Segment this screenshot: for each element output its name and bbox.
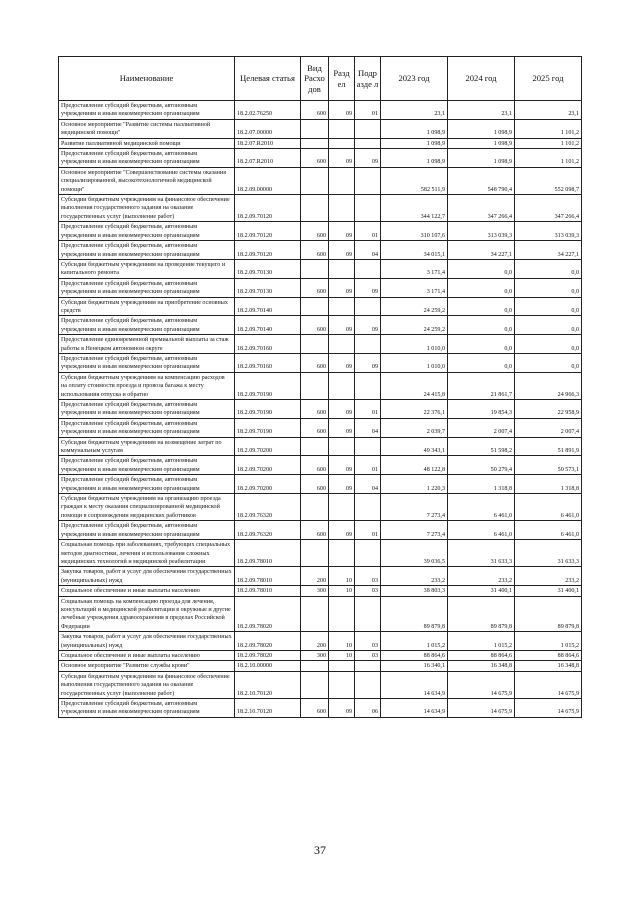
table-row	[59, 259, 582, 278]
row-amount-2024: 1 015,2	[448, 632, 515, 651]
row-expense-type	[301, 596, 329, 632]
row-name: Субсидии бюджетным учреждениям на организацию проезда граждан к месту оказания специализированной медицинской помощи в сопровождении медицинских работников	[59, 494, 235, 521]
row-amount-2025: 50 573,1	[515, 456, 582, 475]
row-amount-2023: 24 259,2	[381, 297, 448, 316]
row-amount-2025: 23,1	[515, 101, 582, 120]
row-section	[329, 437, 355, 456]
row-target: 18.2.09.70190	[235, 400, 301, 419]
row-target: 18.2.09.70140	[235, 297, 301, 316]
row-section: 09	[329, 456, 355, 475]
row-section: 09	[329, 241, 355, 260]
row-amount-2025: 552 098,7	[515, 167, 582, 194]
row-target: 18.2.09.76320	[235, 521, 301, 540]
row-section: 09	[329, 101, 355, 120]
row-name: Предоставление субсидий бюджетным, автономным учреждениям и иным некоммерческим организациям	[59, 149, 235, 168]
row-amount-2024: 21 861,7	[448, 372, 515, 399]
row-section: 09	[329, 353, 355, 372]
table-row	[59, 456, 582, 475]
row-target: 18.2.09.78020	[235, 596, 301, 632]
row-amount-2024: 31 400,1	[448, 586, 515, 596]
row-expense-type	[301, 671, 329, 698]
row-target: 18.2.07.00000	[235, 119, 301, 138]
header-expense-type: Вид Расхо дов	[301, 57, 329, 101]
row-target: 18.2.09.78010	[235, 567, 301, 586]
row-amount-2025: 34 227,1	[515, 241, 582, 260]
row-expense-type: 600	[301, 521, 329, 540]
row-amount-2023: 14 634,9	[381, 671, 448, 698]
row-amount-2023: 1 098,9	[381, 119, 448, 138]
row-subsection	[355, 540, 381, 567]
row-amount-2023: 38 803,3	[381, 586, 448, 596]
row-expense-type	[301, 119, 329, 138]
row-section: 09	[329, 699, 355, 718]
row-amount-2025: 0,0	[515, 259, 582, 278]
table-row	[59, 149, 582, 168]
row-section: 09	[329, 475, 355, 494]
row-expense-type: 600	[301, 149, 329, 168]
header-2023: 2023 год	[381, 57, 448, 101]
table-row	[59, 119, 582, 138]
row-subsection: 01	[355, 222, 381, 241]
row-amount-2023: 1 098,9	[381, 138, 448, 148]
row-expense-type: 600	[301, 316, 329, 335]
row-amount-2025: 1 015,2	[515, 632, 582, 651]
row-name: Социальное обеспечение и иные выплаты населению	[59, 650, 235, 660]
row-subsection	[355, 335, 381, 354]
row-name: Предоставление субсидий бюджетным, автономным учреждениям и иным некоммерческим организациям	[59, 222, 235, 241]
row-target: 18.2.09.78020	[235, 650, 301, 660]
row-name: Основное мероприятие "Развитие службы крови"	[59, 661, 235, 671]
row-section	[329, 335, 355, 354]
row-subsection: 03	[355, 650, 381, 660]
row-name: Предоставление субсидий бюджетным, автономным учреждениям и иным некоммерческим организациям	[59, 699, 235, 718]
row-section	[329, 540, 355, 567]
table-row	[59, 418, 582, 437]
table-row	[59, 101, 582, 120]
table-row	[59, 372, 582, 399]
row-amount-2024: 50 279,4	[448, 456, 515, 475]
row-amount-2023: 3 171,4	[381, 278, 448, 297]
row-amount-2023: 39 036,5	[381, 540, 448, 567]
row-amount-2023: 1 098,9	[381, 149, 448, 168]
row-name: Предоставление субсидий бюджетным, автономным учреждениям и иным некоммерческим организациям	[59, 101, 235, 120]
row-name: Субсидии бюджетным учреждениям на финансовое обеспечение выполнения государственного задания на оказание государственных услуг (выполнение работ)	[59, 671, 235, 698]
row-expense-type	[301, 661, 329, 671]
row-amount-2025: 0,0	[515, 297, 582, 316]
row-subsection: 09	[355, 316, 381, 335]
row-amount-2025: 2 007,4	[515, 418, 582, 437]
table-row	[59, 540, 582, 567]
row-amount-2023: 1 010,0	[381, 353, 448, 372]
row-name: Основное мероприятие "Развитие системы паллиативной медицинской помощи"	[59, 119, 235, 138]
row-amount-2024: 23,1	[448, 101, 515, 120]
row-subsection: 06	[355, 699, 381, 718]
row-expense-type: 600	[301, 475, 329, 494]
row-section: 09	[329, 418, 355, 437]
row-name: Субсидии бюджетным учреждениям на приобретение основных средств	[59, 297, 235, 316]
table-row	[59, 494, 582, 521]
row-amount-2024: 16 348,8	[448, 661, 515, 671]
row-target: 18.2.09.70190	[235, 418, 301, 437]
table-row	[59, 650, 582, 660]
row-amount-2023: 89 879,8	[381, 596, 448, 632]
row-subsection	[355, 596, 381, 632]
row-name: Основное мероприятие "Совершенствование системы оказания специализированной, высокотехнологичной медицинской помощи"	[59, 167, 235, 194]
row-amount-2025: 88 864,6	[515, 650, 582, 660]
row-subsection	[355, 297, 381, 316]
row-expense-type: 300	[301, 586, 329, 596]
row-amount-2024: 2 007,4	[448, 418, 515, 437]
row-subsection	[355, 661, 381, 671]
row-amount-2024: 34 227,1	[448, 241, 515, 260]
row-subsection	[355, 494, 381, 521]
row-amount-2025: 1 101,2	[515, 149, 582, 168]
row-amount-2024: 14 675,9	[448, 699, 515, 718]
row-section: 10	[329, 632, 355, 651]
row-amount-2024: 548 790,4	[448, 167, 515, 194]
row-section: 09	[329, 400, 355, 419]
row-amount-2024: 0,0	[448, 259, 515, 278]
row-section: 09	[329, 222, 355, 241]
row-subsection	[355, 138, 381, 148]
row-target: 18.2.07.R2010	[235, 149, 301, 168]
table-row	[59, 353, 582, 372]
row-name: Закупка товаров, работ и услуг для обеспечения государственных (муниципальных) нужд	[59, 567, 235, 586]
row-name: Субсидии бюджетным учреждениям на возмещение затрат по коммунальным услугам	[59, 437, 235, 456]
row-section: 09	[329, 316, 355, 335]
row-amount-2024: 1 098,9	[448, 138, 515, 148]
row-amount-2025: 89 879,8	[515, 596, 582, 632]
row-name: Предоставление субсидий бюджетным, автономным учреждениям и иным некоммерческим организациям	[59, 353, 235, 372]
budget-table	[58, 56, 582, 718]
row-expense-type: 600	[301, 278, 329, 297]
row-subsection: 09	[355, 353, 381, 372]
row-section	[329, 138, 355, 148]
row-expense-type: 600	[301, 418, 329, 437]
row-amount-2024: 19 854,3	[448, 400, 515, 419]
row-expense-type: 300	[301, 650, 329, 660]
row-section	[329, 494, 355, 521]
row-name: Предоставление субсидий бюджетным, автономным учреждениям и иным некоммерческим организациям	[59, 278, 235, 297]
row-amount-2025: 22 958,9	[515, 400, 582, 419]
row-section	[329, 167, 355, 194]
row-expense-type	[301, 437, 329, 456]
row-section	[329, 119, 355, 138]
row-expense-type	[301, 335, 329, 354]
row-amount-2025: 6 461,0	[515, 494, 582, 521]
row-amount-2024: 0,0	[448, 278, 515, 297]
row-subsection	[355, 437, 381, 456]
row-expense-type	[301, 195, 329, 222]
page-number: 37	[314, 843, 326, 857]
row-subsection: 01	[355, 400, 381, 419]
row-amount-2023: 1 010,0	[381, 335, 448, 354]
row-target: 18.2.09.70190	[235, 372, 301, 399]
row-amount-2025: 16 348,8	[515, 661, 582, 671]
row-expense-type	[301, 494, 329, 521]
row-name: Предоставление субсидий бюджетным, автономным учреждениям и иным некоммерческим организациям	[59, 241, 235, 260]
row-target: 18.2.09.70120	[235, 241, 301, 260]
table-row	[59, 195, 582, 222]
row-subsection	[355, 372, 381, 399]
row-target: 18.2.09.70160	[235, 353, 301, 372]
row-subsection: 09	[355, 149, 381, 168]
row-expense-type	[301, 540, 329, 567]
row-amount-2025: 51 891,9	[515, 437, 582, 456]
row-amount-2023: 344 122,7	[381, 195, 448, 222]
row-amount-2023: 1 015,2	[381, 632, 448, 651]
table-row	[59, 138, 582, 148]
table-row	[59, 699, 582, 718]
row-amount-2024: 0,0	[448, 353, 515, 372]
row-expense-type	[301, 372, 329, 399]
row-name: Предоставление субсидий бюджетным, автономным учреждениям и иным некоммерческим организациям	[59, 475, 235, 494]
table-row	[59, 400, 582, 419]
header-name: Наименование	[59, 57, 235, 101]
row-section: 09	[329, 149, 355, 168]
row-target: 18.2.10.00000	[235, 661, 301, 671]
row-section	[329, 671, 355, 698]
row-target: 18.2.07.R2010	[235, 138, 301, 148]
table-row	[59, 521, 582, 540]
table-row	[59, 475, 582, 494]
table-row	[59, 297, 582, 316]
row-amount-2024: 233,2	[448, 567, 515, 586]
row-amount-2024: 6 461,0	[448, 521, 515, 540]
row-target: 18.2.09.00000	[235, 167, 301, 194]
row-amount-2023: 233,2	[381, 567, 448, 586]
row-subsection: 03	[355, 567, 381, 586]
row-target: 18.2.09.70130	[235, 278, 301, 297]
row-section	[329, 297, 355, 316]
row-amount-2025: 14 675,9	[515, 671, 582, 698]
row-subsection: 04	[355, 475, 381, 494]
row-target: 18.2.09.78020	[235, 632, 301, 651]
row-expense-type: 600	[301, 400, 329, 419]
row-section	[329, 372, 355, 399]
row-subsection	[355, 259, 381, 278]
row-subsection: 01	[355, 101, 381, 120]
row-target: 18.2.09.70120	[235, 222, 301, 241]
row-amount-2025: 6 461,0	[515, 521, 582, 540]
row-amount-2023: 2 039,7	[381, 418, 448, 437]
row-section: 10	[329, 586, 355, 596]
row-amount-2024: 0,0	[448, 335, 515, 354]
row-amount-2025: 31 400,1	[515, 586, 582, 596]
row-name: Субсидии бюджетным учреждениям на компенсацию расходов на оплату стоимости проезда и провоза багажа к месту использования отпуска и обратно	[59, 372, 235, 399]
row-subsection	[355, 119, 381, 138]
row-expense-type: 200	[301, 567, 329, 586]
table-row	[59, 222, 582, 241]
row-subsection: 04	[355, 418, 381, 437]
row-target: 18.2.09.70200	[235, 475, 301, 494]
table-row	[59, 316, 582, 335]
table-row	[59, 586, 582, 596]
row-expense-type: 600	[301, 456, 329, 475]
row-amount-2023: 24 259,2	[381, 316, 448, 335]
table-row	[59, 437, 582, 456]
row-subsection: 09	[355, 278, 381, 297]
row-expense-type	[301, 259, 329, 278]
row-subsection: 03	[355, 586, 381, 596]
row-name: Предоставление субсидий бюджетным, автономным учреждениям и иным некоммерческим организациям	[59, 418, 235, 437]
row-amount-2023: 48 122,8	[381, 456, 448, 475]
row-name: Предоставление субсидий бюджетным, автономным учреждениям и иным некоммерческим организациям	[59, 316, 235, 335]
row-expense-type: 600	[301, 353, 329, 372]
row-amount-2023: 88 864,6	[381, 650, 448, 660]
row-amount-2024: 347 266,4	[448, 195, 515, 222]
row-expense-type: 600	[301, 101, 329, 120]
row-amount-2025: 1 101,2	[515, 119, 582, 138]
row-amount-2024: 14 675,9	[448, 671, 515, 698]
row-name: Социальная помощь при заболеваниях, требующих специальных методов диагностики, лечения и использования сложных медицинских технологий и медицинской реабилитации	[59, 540, 235, 567]
row-target: 18.2.09.70120	[235, 195, 301, 222]
row-target: 18.2.09.70200	[235, 456, 301, 475]
row-name: Развитие паллиативной медицинской помощи	[59, 138, 235, 148]
row-amount-2024: 1 318,8	[448, 475, 515, 494]
table-row	[59, 567, 582, 586]
row-amount-2023: 14 634,9	[381, 699, 448, 718]
row-amount-2024: 88 864,6	[448, 650, 515, 660]
row-amount-2025: 24 966,3	[515, 372, 582, 399]
header-2024: 2024 год	[448, 57, 515, 101]
row-subsection: 01	[355, 456, 381, 475]
row-amount-2024: 0,0	[448, 297, 515, 316]
row-amount-2025: 1 318,8	[515, 475, 582, 494]
row-amount-2023: 3 171,4	[381, 259, 448, 278]
row-section: 09	[329, 278, 355, 297]
row-amount-2023: 23,1	[381, 101, 448, 120]
row-amount-2023: 7 273,4	[381, 494, 448, 521]
table-body	[59, 101, 582, 718]
row-expense-type: 600	[301, 699, 329, 718]
row-amount-2023: 22 376,1	[381, 400, 448, 419]
row-amount-2023: 1 220,3	[381, 475, 448, 494]
header-2025: 2025 год	[515, 57, 582, 101]
row-section	[329, 195, 355, 222]
row-target: 18.2.10.70120	[235, 671, 301, 698]
row-amount-2024: 1 098,9	[448, 149, 515, 168]
row-subsection: 03	[355, 632, 381, 651]
row-subsection	[355, 195, 381, 222]
row-subsection	[355, 671, 381, 698]
row-target: 18.2.09.70130	[235, 259, 301, 278]
header-subsection: Подр азде л	[355, 57, 381, 101]
row-amount-2024: 0,0	[448, 316, 515, 335]
row-target: 18.2.09.70140	[235, 316, 301, 335]
row-expense-type: 600	[301, 241, 329, 260]
row-amount-2024: 89 879,8	[448, 596, 515, 632]
row-target: 18.2.09.78010	[235, 540, 301, 567]
row-name: Предоставление субсидий бюджетным, автономным учреждениям и иным некоммерческим организациям	[59, 521, 235, 540]
header-target: Целевая статья	[235, 57, 301, 101]
row-section	[329, 259, 355, 278]
row-amount-2025: 14 675,9	[515, 699, 582, 718]
row-name: Предоставление единовременной премиальной выплаты за стаж работы в Ненецком автономном округе	[59, 335, 235, 354]
row-name: Социальное обеспечение и иные выплаты населению	[59, 586, 235, 596]
row-amount-2025: 0,0	[515, 278, 582, 297]
row-amount-2025: 0,0	[515, 316, 582, 335]
row-name: Социальная помощь на компенсацию проезда для лечения, консультаций и медицинской реабилитации в окружные и другие лечебные учреждения здравоохранения в пределах Российской Федерации	[59, 596, 235, 632]
row-amount-2024: 31 633,3	[448, 540, 515, 567]
row-amount-2023: 7 273,4	[381, 521, 448, 540]
row-amount-2025: 1 101,2	[515, 138, 582, 148]
table-row	[59, 167, 582, 194]
row-section	[329, 661, 355, 671]
table-row	[59, 632, 582, 651]
row-section: 09	[329, 521, 355, 540]
header-section: Разд ел	[329, 57, 355, 101]
row-amount-2024: 313 039,3	[448, 222, 515, 241]
row-name: Предоставление субсидий бюджетным, автономным учреждениям и иным некоммерческим организациям	[59, 456, 235, 475]
row-amount-2023: 16 340,1	[381, 661, 448, 671]
table-row	[59, 335, 582, 354]
table-row	[59, 596, 582, 632]
row-target: 18.2.09.70200	[235, 437, 301, 456]
row-subsection	[355, 167, 381, 194]
row-expense-type	[301, 297, 329, 316]
row-section	[329, 596, 355, 632]
row-target: 18.2.09.78010	[235, 586, 301, 596]
row-target: 18.2.09.70160	[235, 335, 301, 354]
row-target: 18.2.09.76320	[235, 494, 301, 521]
row-amount-2025: 31 633,3	[515, 540, 582, 567]
row-expense-type	[301, 167, 329, 194]
row-section: 10	[329, 650, 355, 660]
row-amount-2025: 0,0	[515, 335, 582, 354]
table-row	[59, 278, 582, 297]
table-row	[59, 241, 582, 260]
row-name: Субсидии бюджетным учреждениям на финансовое обеспечение выполнения государственного задания на оказание государственных услуг (выполнение работ)	[59, 195, 235, 222]
row-expense-type: 200	[301, 632, 329, 651]
row-amount-2024: 1 098,9	[448, 119, 515, 138]
table-row	[59, 671, 582, 698]
row-name: Закупка товаров, работ и услуг для обеспечения государственных (муниципальных) нужд	[59, 632, 235, 651]
row-target: 18.2.10.70120	[235, 699, 301, 718]
row-amount-2023: 582 511,9	[381, 167, 448, 194]
row-subsection: 04	[355, 241, 381, 260]
row-name: Субсидии бюджетным учреждениям на проведение текущего и капитального ремонта	[59, 259, 235, 278]
row-subsection: 01	[355, 521, 381, 540]
row-amount-2023: 34 015,1	[381, 241, 448, 260]
row-name: Предоставление субсидий бюджетным, автономным учреждениям и иным некоммерческим организациям	[59, 400, 235, 419]
row-amount-2025: 0,0	[515, 353, 582, 372]
row-expense-type: 600	[301, 222, 329, 241]
row-target: 18.2.02.76250	[235, 101, 301, 120]
row-amount-2023: 24 415,8	[381, 372, 448, 399]
row-amount-2023: 310 107,6	[381, 222, 448, 241]
row-amount-2024: 51 598,2	[448, 437, 515, 456]
row-section: 10	[329, 567, 355, 586]
table-header-row	[59, 57, 582, 101]
row-amount-2025: 233,2	[515, 567, 582, 586]
row-amount-2025: 313 039,3	[515, 222, 582, 241]
row-amount-2024: 6 461,0	[448, 494, 515, 521]
table-row	[59, 661, 582, 671]
row-amount-2025: 347 266,4	[515, 195, 582, 222]
row-expense-type	[301, 138, 329, 148]
row-amount-2023: 49 343,1	[381, 437, 448, 456]
